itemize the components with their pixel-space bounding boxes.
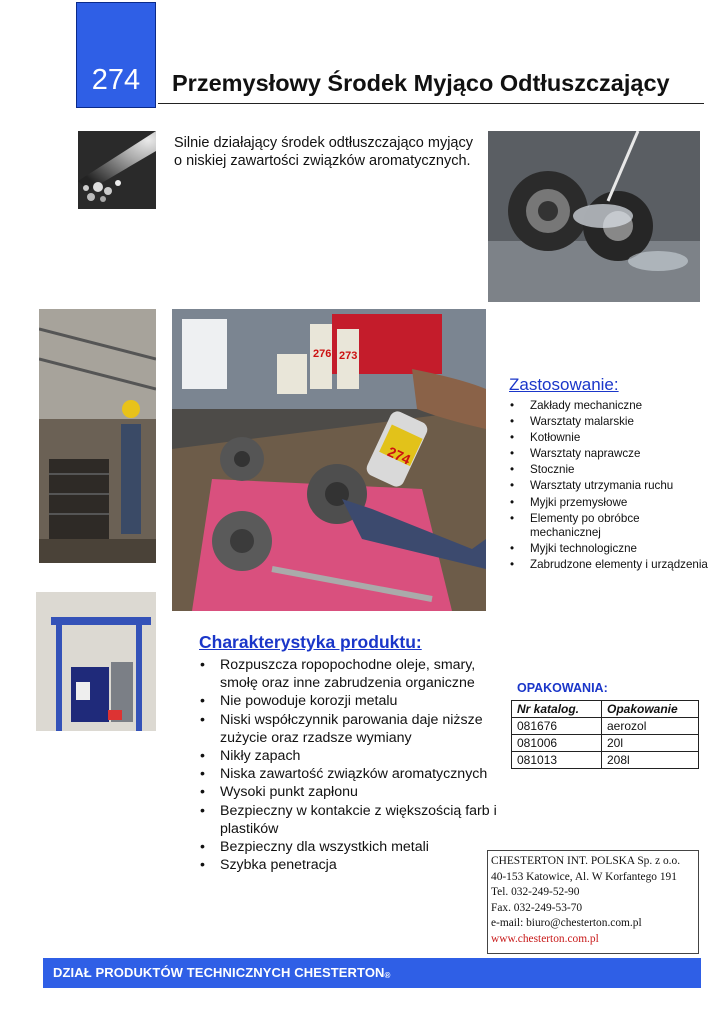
table-row [512, 735, 699, 752]
list-item: • Bezpieczny w kontakcie z większością farb i plastików [200, 802, 500, 838]
table-row [512, 718, 699, 735]
list-item: • Szybka penetracja [200, 856, 500, 874]
table-cell: 20l [602, 735, 699, 752]
list-item: • Zakłady mechaniczne [510, 399, 710, 413]
fax: Fax. 032-249-53-70 [491, 901, 583, 914]
website-link[interactable]: www.chesterton.com.pl [491, 932, 599, 945]
product-number-box [76, 2, 156, 108]
contact-box [487, 850, 699, 954]
spray-can-usage-photo [172, 309, 486, 611]
list-item: • Elementy po obróbce mechanicznej [510, 512, 710, 541]
gears-washing-photo [488, 131, 700, 302]
characteristics-heading: Charakterystyka produktu: [199, 632, 422, 652]
table-header-cell: Nr katalog. [512, 701, 602, 718]
list-item: • Warsztaty malarskie [510, 415, 710, 429]
list-item: • Niski współczynnik parowania daje niższe zużycie oraz rzadsze wymiany [200, 711, 500, 747]
list-item: • Warsztaty naprawcze [510, 447, 710, 461]
list-item: • Zabrudzone elementy i urządzenia [510, 558, 710, 572]
list-item: • Kotłownie [510, 431, 710, 445]
spray-can-label-274: 274 [385, 443, 414, 468]
applications-heading: Zastosowanie: [509, 375, 619, 394]
title-divider [158, 103, 704, 104]
packaging-table [511, 700, 699, 769]
company-name: CHESTERTON INT. POLSKA Sp. z o.o. [491, 855, 681, 867]
list-item: • Niska zawartość związków aromatycznych [200, 765, 500, 783]
product-number: 274 [91, 64, 141, 96]
table-cell: 081013 [512, 752, 602, 769]
address: 40-153 Katowice, Al. W Korfantego 191 [491, 870, 677, 883]
spray-thumbnail-photo [78, 131, 156, 209]
table-cell: 081006 [512, 735, 602, 752]
packaging-heading: OPAKOWANIA: [517, 681, 608, 695]
table-header-row [512, 701, 699, 718]
list-item: • Rozpuszcza ropopochodne oleje, smary, smołę oraz inne zabrudzenia organiczne [200, 656, 500, 692]
characteristics-list [200, 656, 500, 874]
list-item: • Nikły zapach [200, 747, 500, 765]
list-item: • Warsztaty utrzymania ruchu [510, 479, 710, 493]
bottle-label-276: 276 [313, 348, 332, 360]
list-item: • Myjki technologiczne [510, 542, 710, 556]
registered-mark: ® [384, 971, 391, 980]
list-item: • Myjki przemysłowe [510, 496, 710, 510]
list-item: • Stocznie [510, 463, 710, 477]
list-item: • Bezpieczny dla wszystkich metali [200, 838, 500, 856]
table-cell: 208l [602, 752, 699, 769]
parts-washer-photo [36, 592, 156, 731]
footer-bar [43, 958, 701, 988]
table-cell: aerozol [602, 718, 699, 735]
phone: Tel. 032-249-52-90 [491, 886, 580, 899]
bottle-label-273: 273 [339, 350, 358, 362]
applications-list [510, 399, 710, 574]
intro-text: Silnie działający środek odtłuszczająco myjący o niskiej zawartości związków aromatycznych. [174, 135, 473, 169]
industrial-tank-photo [39, 309, 156, 563]
page-title: Przemysłowy Środek Myjąco Odtłuszczający [172, 70, 670, 96]
table-row [512, 752, 699, 769]
table-header-cell: Opakowanie [602, 701, 699, 718]
table-cell: 081676 [512, 718, 602, 735]
list-item: • Nie powoduje korozji metalu [200, 692, 500, 710]
footer-text: DZIAŁ PRODUKTÓW TECHNICZNYCH CHESTERTON [53, 965, 385, 980]
email[interactable]: e-mail: biuro@chesterton.com.pl [491, 917, 642, 930]
list-item: • Wysoki punkt zapłonu [200, 783, 500, 801]
